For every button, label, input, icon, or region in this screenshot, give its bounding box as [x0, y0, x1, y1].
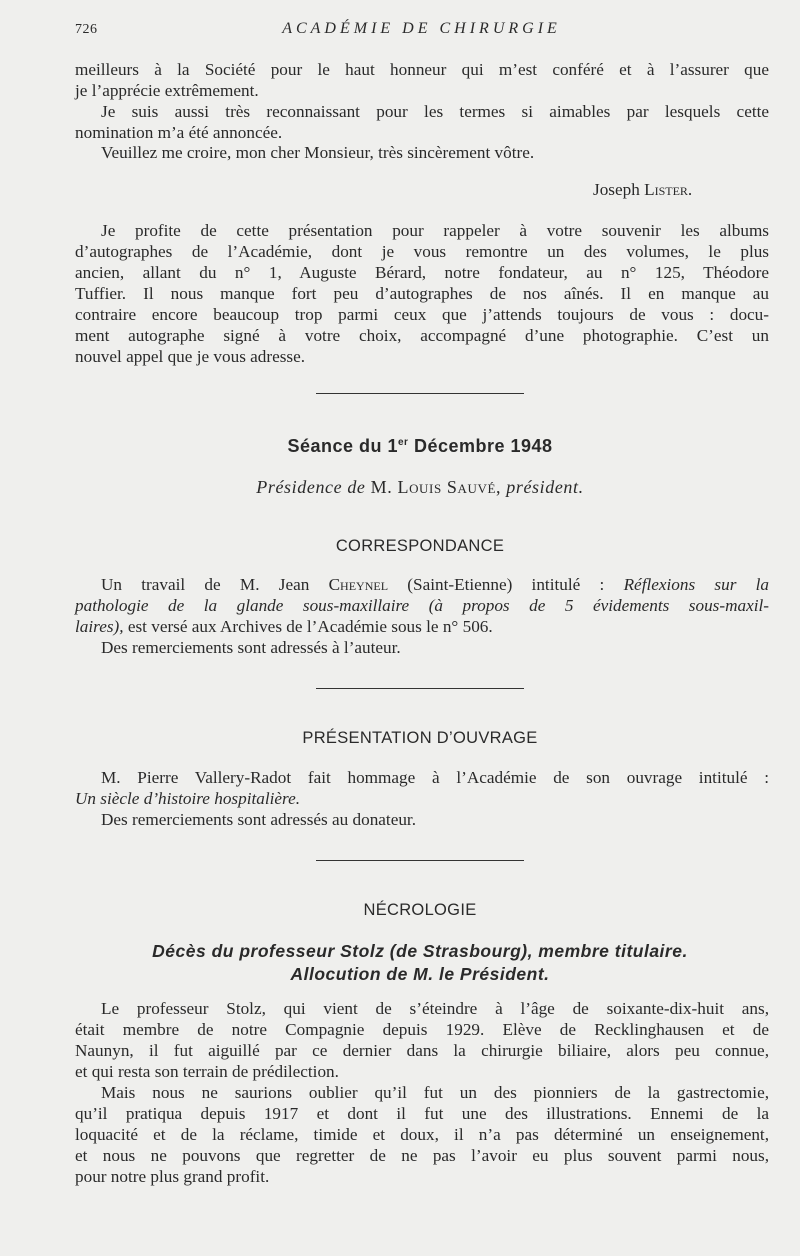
text-run: Un travail de M. Jean — [101, 575, 310, 594]
seance-sup: er — [398, 437, 409, 448]
text-line: je l’apprécie extrêmement. — [75, 81, 259, 100]
president-role: président. — [506, 477, 584, 497]
text-line — [75, 616, 769, 637]
text-line: pour notre plus grand profit. — [75, 1167, 270, 1186]
text-line: ment autographe signé à votre choix, accompagné d’une photographie. C’est un — [75, 326, 769, 345]
running-title: ACADÉMIE DE CHIRURGIE — [282, 20, 561, 37]
seance-prefix: Séance du 1 — [287, 436, 398, 456]
text-line: Des remerciements sont adressés au donateur. — [101, 810, 416, 829]
text-line: qu’il pratiqua depuis 1917 et dont il fut une des illustrations. Ennemi de la — [75, 1104, 769, 1123]
work-title: Réflexions sur la — [623, 575, 770, 594]
text-line: loquacité et de la réclame, timide et doux, il n’a pas déterminé un enseignement, — [75, 1125, 769, 1144]
presidence-prefix: M. — [370, 477, 393, 497]
text-line: et qui resta son terrain de prédilection. — [75, 1062, 339, 1081]
text-line: Veuillez me croire, mon cher Monsieur, très sincèrement vôtre. — [101, 143, 535, 162]
text-line: Des remerciements sont adressés à l’auteur. — [101, 638, 401, 657]
signature-last-name: Lister. — [644, 180, 693, 199]
letter-paragraph-2 — [75, 101, 769, 143]
letter-closing — [75, 142, 769, 163]
text-line — [75, 574, 769, 595]
obituary-heading-line: Allocution de M. le Président. — [290, 964, 550, 984]
obituary-paragraph-2 — [75, 1082, 769, 1187]
text-line: Tuffier. Il nous manque fort peu d’autographes de nos aînés. Il en manque au — [75, 284, 769, 303]
section-divider — [316, 393, 524, 394]
section-divider — [316, 860, 524, 861]
obituary-heading — [0, 940, 800, 986]
necrologie-title: NÉCROLOGIE — [363, 901, 477, 919]
correspondance-paragraph — [75, 574, 769, 658]
text-line: Je suis aussi très reconnaissant pour les termes si aimables par lesquels cette — [101, 102, 769, 121]
text-line — [75, 788, 769, 809]
obituary-heading-line: Décès du professeur Stolz (de Strasbourg), membre titulaire. — [152, 941, 688, 961]
text-line: Le professeur Stolz, qui vient de s’éteindre à l’âge de soixante-dix-huit ans, — [101, 999, 769, 1018]
work-title: pathologie de la glande sous-maxillaire (à propos de 5 évidements sous-maxil- — [75, 596, 769, 615]
president-name: Louis Sauvé, — [397, 477, 502, 497]
text-line: nouvel appel que je vous adresse. — [75, 347, 306, 366]
text-line: contraire encore beaucoup trop parmi ceux que j’attends toujours de vous : docu- — [75, 305, 769, 324]
correspondance-title: CORRESPONDANCE — [335, 537, 505, 555]
presentation-paragraph — [75, 767, 769, 830]
text-line: ancien, allant du n° 1, Auguste Bérard, notre fondateur, au n° 125, Théodore — [75, 263, 769, 282]
text-run: est versé aux Archives de l’Académie sous le n° 506. — [127, 617, 493, 636]
text-line: meilleurs à la Société pour le haut honneur qui m’est conféré et à l’assurer que — [75, 60, 769, 79]
book-title: Un siècle d’histoire hospitalière. — [75, 789, 300, 808]
text-line: Je profite de cette présentation pour rappeler à votre souvenir les albums — [101, 221, 769, 240]
albums-paragraph — [75, 220, 769, 367]
seance-heading — [0, 436, 800, 457]
text-line: et nous ne pouvons que regretter de ne pas l’avoir eu plus souvent parmi nous, — [75, 1146, 769, 1165]
text-line — [75, 595, 769, 616]
signature-first-name: Joseph — [593, 180, 640, 199]
text-line: nomination m’a été annoncée. — [75, 123, 283, 142]
seance-suffix: Décembre 1948 — [408, 436, 553, 456]
presidence-label: Présidence de — [256, 477, 366, 497]
section-divider — [316, 688, 524, 689]
text-line: d’autographes de l’Académie, dont je vous remontre un des volumes, le plus — [75, 242, 769, 261]
work-title: laires), — [75, 617, 124, 636]
text-line: était membre de notre Compagnie depuis 1929. Elève de Recklinghausen et de — [75, 1020, 769, 1039]
presidence-line — [0, 477, 800, 498]
text-line: Mais nous ne saurions oublier qu’il fut un des pionniers de la gastrectomie, — [101, 1083, 769, 1102]
letter-signature — [593, 180, 692, 200]
page-header — [75, 20, 768, 42]
text-line: M. Pierre Vallery-Radot fait hommage à l’Académie de son ouvrage intitulé : — [101, 768, 769, 787]
letter-paragraph-1 — [75, 59, 769, 101]
obituary-paragraph-1 — [75, 998, 769, 1082]
text-run: (Saint-Etienne) intitulé : — [407, 575, 605, 594]
presentation-title: PRÉSENTATION D’OUVRAGE — [302, 729, 538, 747]
text-line: Naunyn, il fut aiguillé par ce dernier dans la chirurgie biliaire, alors peu connue, — [75, 1041, 769, 1060]
page-number: 726 — [75, 22, 98, 37]
author-name: Cheynel — [328, 575, 389, 594]
